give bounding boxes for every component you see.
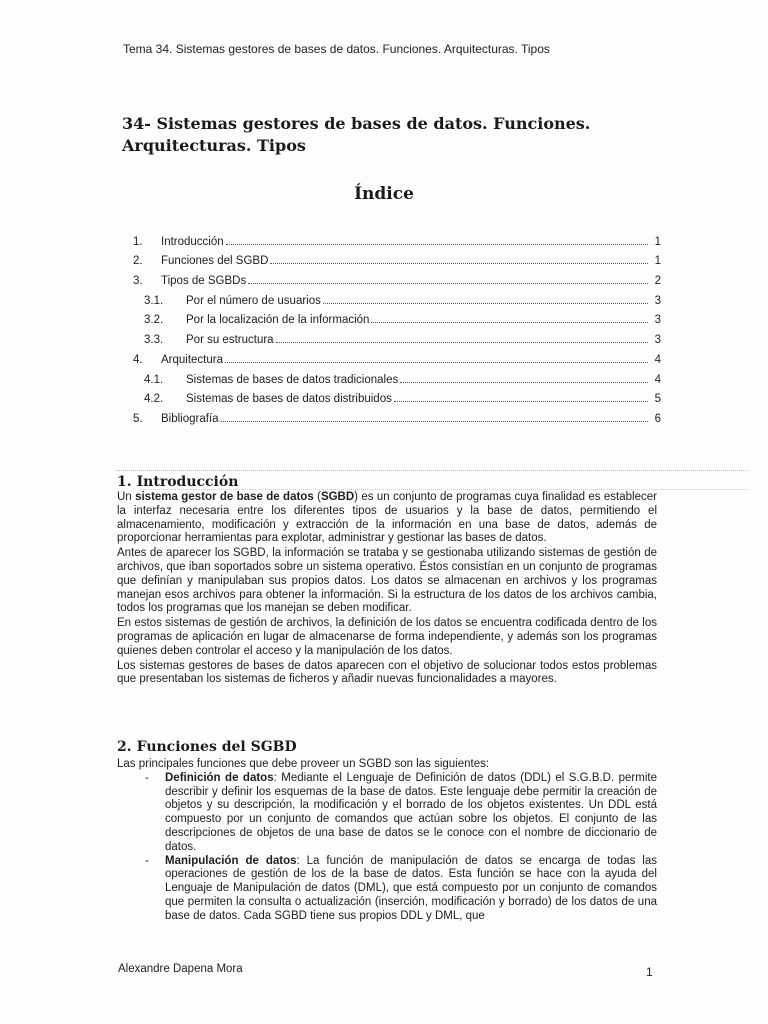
section-number: 2. [117, 739, 132, 755]
toc-leader-dots [323, 302, 648, 304]
toc-entry-label: Sistemas de bases de datos distribuidos [186, 393, 392, 406]
section-number: 1. [117, 474, 132, 490]
document-title-line-1: 34- Sistemas gestores de bases de datos. Funciones. [122, 114, 591, 133]
text-run: ) es un conjunto de programas cuya finalidad es establecer la interfaz necesaria entre los diferentes tipos de usuarios y la base de datos, permitiendo el almacenamiento, modificación y extracción de la información en una base de datos, además de proporcionar herramientas para explotar, administrar y gestionar las bases de datos. [117, 491, 657, 545]
index-heading: Índice [354, 184, 414, 204]
toc-entry-page: 3 [654, 334, 661, 347]
section-underline [140, 489, 748, 490]
toc-entry[interactable] [133, 307, 661, 327]
term-sgbd: sistema gestor de base de datos [135, 491, 314, 503]
toc-leader-dots [394, 400, 648, 402]
list-item-term: Definición de datos [165, 771, 274, 784]
toc-entry[interactable] [133, 248, 661, 268]
footer-author: Alexandre Dapena Mora [118, 963, 243, 975]
toc-leader-dots [276, 341, 648, 343]
toc-entry-page: 3 [654, 314, 661, 327]
functions-intro: Las principales funciones que debe proveer un SGBD son las siguientes: [117, 758, 490, 770]
toc-entry-number: 4.1. [144, 373, 164, 386]
toc-entry-label: Introducción [161, 235, 224, 248]
toc-entry-page: 6 [654, 412, 661, 425]
toc-leader-dots [270, 262, 648, 264]
functions-body [117, 758, 657, 924]
table-of-contents [133, 228, 661, 425]
toc-entry-number: 5. [133, 412, 143, 425]
toc-leader-dots [400, 381, 648, 383]
document-title [122, 113, 682, 157]
section-heading-introduccion [117, 474, 238, 490]
list-item [117, 772, 657, 855]
list-item [117, 855, 657, 924]
section-title: Funciones del SGBD [136, 739, 297, 755]
toc-entry-page: 1 [654, 235, 661, 248]
list-item-description: : La función de manipulación de datos se encarga de todas las operaciones de gestión de los de la base de datos. Esta función se hace con la ayuda del Lenguaje de Manipulación de datos (DML), que está compuesto por un conjunto de comandos que permiten la consulta o actualización (inserción, modificación y borrado) de los datos de una base de datos. Cada SGBD tiene sus propios DDL y DML, que [165, 854, 657, 922]
toc-leader-dots [225, 361, 648, 363]
toc-entry[interactable] [133, 386, 661, 406]
toc-entry-number: 1. [133, 235, 143, 248]
introduction-body [117, 491, 657, 688]
toc-leader-dots [371, 321, 648, 323]
running-header: Tema 34. Sistemas gestores de bases de datos. Funciones. Arquitecturas. Tipos [123, 42, 550, 56]
toc-entry-page: 4 [654, 353, 661, 366]
text-run: ( [313, 491, 321, 503]
toc-entry-number: 4.2. [144, 393, 164, 406]
footer-page-number: 1 [646, 965, 653, 979]
toc-entry-page: 2 [654, 275, 661, 288]
paragraph: En estos sistemas de gestión de archivos, la definición de los datos se encuentra codificada dentro de los programas de aplicación en lugar de almacenarse de forma independiente, y además son los programas quienes deben controlar el acceso y la manipulación de los datos. [117, 617, 657, 657]
term-acronym: SGBD [320, 491, 355, 503]
bullet: - [145, 771, 149, 784]
toc-entry-label: Por su estructura [186, 334, 274, 347]
document-title-line-2: Arquitecturas. Tipos [122, 136, 306, 155]
list-item-text [165, 855, 657, 924]
toc-entry[interactable] [133, 287, 661, 307]
paragraph: Los sistemas gestores de bases de datos aparecen con el objetivo de solucionar todos estos problemas que presentaban los sistemas de ficheros y añadir nuevas funcionalidades a mayores. [117, 659, 657, 686]
toc-entry-page: 3 [654, 294, 661, 307]
toc-entry-label: Tipos de SGBDs [161, 275, 247, 288]
toc-entry-label: Bibliografía [161, 412, 219, 425]
toc-entry[interactable] [133, 405, 661, 425]
toc-entry-label: Sistemas de bases de datos tradicionales [186, 373, 399, 386]
toc-leader-dots [221, 420, 648, 422]
toc-entry[interactable] [133, 267, 661, 287]
list-item-description: : Mediante el Lenguaje de Definición de datos (DDL) el S.G.B.D. permite describir y definir los esquemas de la base de datos. Este lenguaje debe permitir la creación de objetos y su descripción, la modificación y el borrado de los objetos existentes. Un DDL está compuesto por un conjunto de comandos que actúan sobre los objetos. El conjunto de las descripciones de objetos de una base de datos se le conoce con el nombre de diccionario de datos. [165, 771, 657, 853]
toc-entry-number: 4. [133, 353, 143, 366]
toc-entry[interactable] [133, 346, 661, 366]
toc-entry-number: 3.2. [144, 314, 164, 327]
toc-entry-label: Arquitectura [161, 353, 224, 366]
toc-entry-number: 3. [133, 275, 143, 288]
text-run: Un [117, 491, 136, 503]
section-divider [116, 470, 748, 471]
toc-entry-label: Por el número de usuarios [186, 294, 321, 307]
toc-entry[interactable] [133, 366, 661, 386]
bullet: - [145, 854, 149, 867]
toc-entry[interactable] [133, 228, 661, 248]
toc-entry-number: 3.3. [144, 334, 164, 347]
toc-entry-page: 1 [654, 255, 661, 268]
paragraph: Antes de aparecer los SGBD, la información se trataba y se gestionaba utilizando sistemas de gestión de archivos, que iban soportados sobre un sistema operativo. Éstos consistían en un conjunto de programas que definían y manipulaban sus propios datos. Los datos se almacenan en archivos y los programas manejan esos archivos para obtener la información. Si la estructura de los datos de los archivos cambia, todos los programas que los manejan se deben modificar. [117, 547, 657, 615]
list-item-term: Manipulación de datos [165, 854, 297, 867]
toc-entry-label: Funciones del SGBD [161, 255, 269, 268]
toc-entry-label: Por la localización de la información [186, 314, 370, 327]
toc-entry-page: 5 [654, 393, 661, 406]
paragraph [117, 491, 657, 546]
toc-leader-dots [226, 243, 648, 245]
list-item-text [165, 772, 657, 855]
toc-entry[interactable] [133, 326, 661, 346]
toc-entry-number: 2. [133, 255, 143, 268]
section-heading-funciones [117, 739, 297, 755]
toc-entry-page: 4 [654, 373, 661, 386]
toc-leader-dots [248, 282, 648, 284]
toc-entry-number: 3.1. [144, 294, 164, 307]
section-title: Introducción [136, 474, 239, 490]
